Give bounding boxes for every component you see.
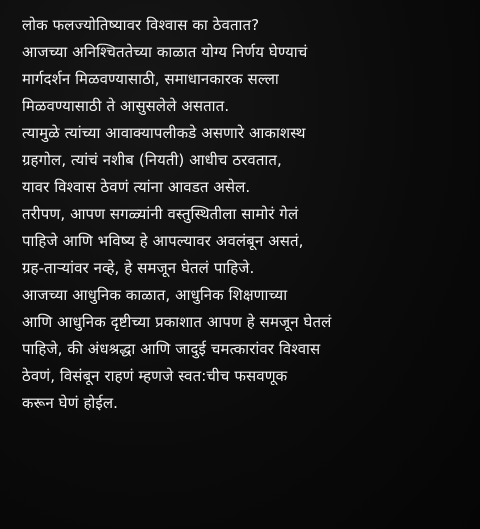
text-line-1: लोक फलज्योतिष्यावर विश्वास का ठेवतात? <box>22 16 260 34</box>
text-line-9: पाहिजे आणि भविष्य हे आपल्यावर अवलंबून असतं, <box>22 232 304 250</box>
text-line-4: मिळवण्यासाठी ते आसुसलेले असतात. <box>22 97 230 115</box>
text-line-12: आणि आधुनिक दृष्टीच्या प्रकाशात आपण हे समजून घेतलं <box>22 313 332 331</box>
text-line-2: आजच्या अनिश्चिततेच्या काळात योग्य निर्णय घेण्याचं <box>22 43 308 61</box>
text-line-5: त्यामुळे त्यांच्या आवाक्यापलीकडे असणारे आकाशस्थ <box>22 124 306 142</box>
text-line-6: ग्रहगोल, त्यांचं नशीब (नियती) आधीच ठरवतात, <box>22 151 282 169</box>
text-line-3: मार्गदर्शन मिळवण्यासाठी, समाधानकारक सल्ला <box>22 70 279 88</box>
text-line-14: ठेवणं, विसंबून राहणं म्हणजे स्वत:चीच फसवणूक <box>22 367 288 385</box>
text-line-8: तरीपण, आपण सगळ्यांनी वस्तुस्थितीला सामोरं गेलं <box>22 205 299 223</box>
text-line-7: यावर विश्वास ठेवणं त्यांना आवडत असेल. <box>22 178 251 196</box>
marathi-paragraph <box>22 12 472 417</box>
text-line-15: करून घेणं होईल. <box>22 394 118 412</box>
text-line-13: पाहिजे, की अंधश्रद्धा आणि जादुई चमत्कारांवर विश्वास <box>22 340 321 358</box>
text-line-10: ग्रह-ताऱ्यांवर नव्हे, हे समजून घेतलं पाहिजे. <box>22 259 255 277</box>
text-line-11: आजच्या आधुनिक काळात, आधुनिक शिक्षणाच्या <box>22 286 288 304</box>
